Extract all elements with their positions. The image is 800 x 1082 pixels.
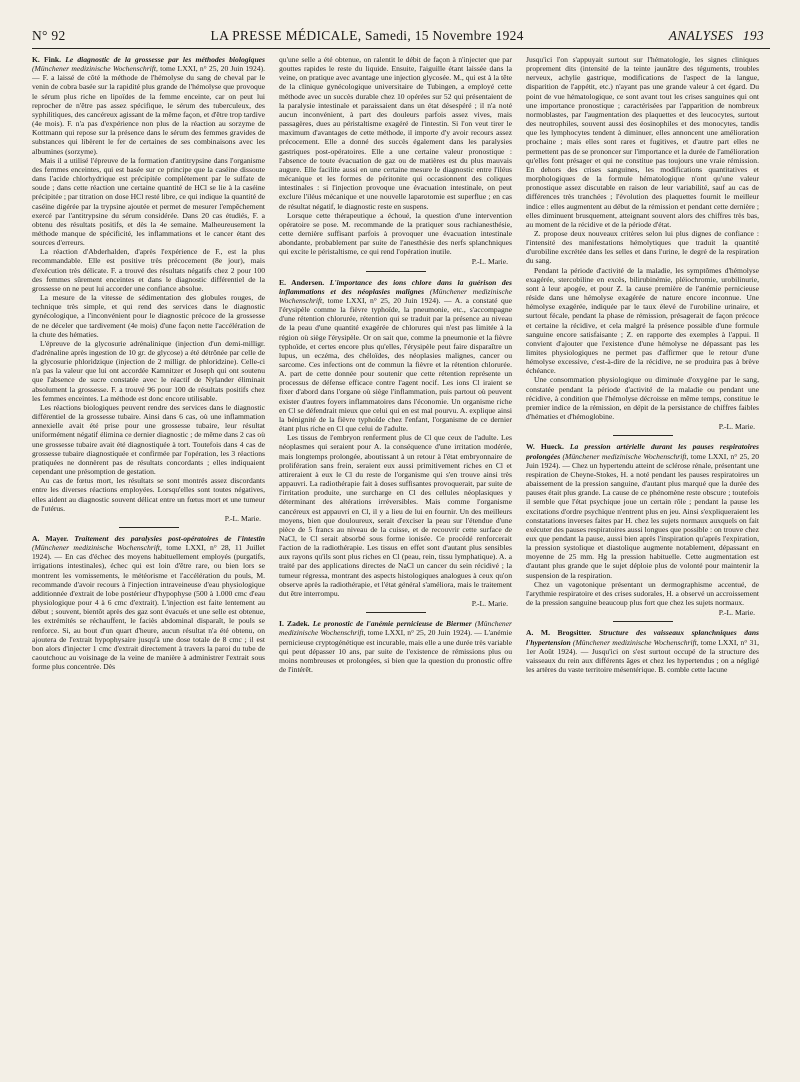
journal-title: LA PRESSE MÉDICALE, Samedi, 15 Novembre 1924 [210, 28, 524, 43]
article-title: Traitement des paralysies post-opératoires de l'intestin [74, 533, 265, 543]
page-number: 193 [742, 28, 764, 43]
article-body: tome LXXI, n° 25, 20 Juin 1924). — A. a constaté que l'érysipèle comme la fièvre typhoïde, la pneumonie, etc., s'accompagne d'une rétention chlorurée, rétention qui se traduit par la présence au niveau de la peau d'une quantité exagérée de chlorures qui n'est pas limitée à la région où siège l'érysipèle. Or on sait que, comme la pneumonie et la fièvre typhoïde, et certes encore plus qu'elles, l'érysipèle peut faire disparaître un lupus, un eczéma, des chéloïdes, des néoplasies malignes, cancer ou sarcome. Ces infections ont de commun la fièvre et la rétention chlorurée. A. part de cette donnée pour soutenir que cette rétention représente un processus de défense efficace contre l'agent nocif. Les ions Cl iraient se fixer d'abord dans l'organe où siège l'inflammation, puis partout où peuvent exister d'autres foyers inflammatoires dans l'économie. Un organisme riche en Cl se défendrait mieux que celui qui en est mal pourvu. A. explique ainsi la bénignité de la fièvre typhoïde chez l'enfant, l'organisme de ce dernier étant plus riche en Cl que celui de l'adulte. [279, 295, 512, 434]
article-author: A. Mayer. [32, 533, 69, 543]
article-reference: (Münchener medizinische Wochenschrift, [32, 543, 162, 553]
section-name: ANALYSES [668, 28, 734, 43]
article-paragraph [526, 442, 759, 579]
section-and-page [669, 28, 764, 44]
article-author: W. Hueck. [526, 442, 564, 452]
author-signature: P.-L. Marie. [224, 513, 261, 523]
body-paragraph: Au cas de fœtus mort, les résultats se sont montrés assez discordants entre les diverses réactions employées. Lorsqu'elles sont toutes négatives, elles aident au diagnostic souvent délicat entre un fœtus mort et une tumeur de l'utérus. [32, 476, 265, 513]
body-paragraph: Une consommation physiologique ou diminuée d'oxygène par le sang, constatée pendant la période d'activité de la maladie ou pendant une récidive, à condition que l'hémolyse décroisse en même temps, constitue le premier indice de la rémission, en dépit de la persistance de chiffres faibles d'hématies et d'hémoglobine. [526, 375, 759, 422]
body-paragraph: Lorsque cette thérapeutique a échoué, la question d'une intervention opératoire se pose. M. recommande de la pratiquer sous rachianesthésie, cette dernière suffisant parfois à provoquer une évacuation intestinale abondante, probablement par suite de l'anesthésie des nerfs splanchniques qui excite le péristaltisme, ce qui rend l'opération inutile. [279, 210, 512, 257]
body-paragraph: qu'une selle a été obtenue, on ralentit le débit de façon à n'injecter que par gouttes rapides le reste du liquide. Ensuite, l'aiguille étant laissée dans la veine, on pratique avec avantage une injection glycosée. M., qui est à la tête de la clinique gynécologique universitaire de Tubingen, a employé cette méthode avec un succès durable chez 10 opérées sur 52 qui présentaient de la paralysie intestinale et paraissaient dans un état désespéré ; il n'a noté aucun inconvénient, à part des douleurs parfois assez vives, mais passagères, dues au péristaltisme exagéré de l'intestin. Si l'on veut tirer le maximum d'avantages de cette méthode, il importe d'y avoir recours assez précocement. Elle a donné des succès également dans les paralysies gastriques post-opératoires. Elle a une certaine valeur pronostique : l'absence de toute évacuation de gaz ou de matières est du plus mauvais augure. Elle facilite aussi en une certaine mesure le diagnostic entre l'iléus mécanique et les formes de péritonite qui occasionnent des coliques intestinales : si l'injection provoque une évacuation intestinale, on peut exclure l'iléus mécanique et une nouvelle laparotomie est superflue ; en cas de résultat négatif, le diagnostic reste en suspens. [279, 55, 512, 211]
article-reference: (Münchener medizinische Wochenschrift, [279, 286, 512, 305]
running-head [32, 28, 770, 49]
section-divider [366, 271, 426, 272]
column-2 [279, 55, 512, 1075]
section-divider [613, 621, 673, 622]
article-reference: (Münchener medizinische Wochenschrift, [562, 451, 689, 461]
body-paragraph: Mais il a utilisé l'épreuve de la formation d'antitrypsine dans l'organisme des femmes enceintes, qui est basée sur ce principe que la caséine dissoute dans l'acide chlorhydrique est précipitée complètement par le sulfate de soude ; dans cette réaction une certaine quantité de HCl se lie à la caséine précipitée ; par titration on dose HCl resté libre, ce qui indique la quantité de caséine digérée par la trypsine ajoutée et permet de mesurer l'empêchement exercé par l'antitrypsine du sérum considérée. Dans 20 cas étudiés, F. a obtenu des résultats positifs, et dès la 4e semaine. Malheureusement la méthode manque de spécificité, les inflammations et le cancer étant des sources d'erreurs. [32, 155, 265, 248]
article-body: tome LXXI, n° 25, 20 Juin 1924). — L'anémie pernicieuse cryptogénétique est incurable, mais elle a une durée très variable qui peut dépasser 10 ans, par suite de l'existence de rémissions plus ou moins nombreuses et prolongées, si bien que la question du pronostic offre de l'intérêt. [279, 628, 512, 674]
body-paragraph: Chez un vagotonique présentant un dermographisme accentué, de l'arythmie respiratoire et des crises sudorales, H. a observé un accroissement de la pression sanguine beaucoup plus fort que chez les sujets normaux. [526, 579, 759, 608]
article-paragraph [32, 55, 265, 156]
issue-number: N° 92 [32, 28, 66, 43]
body-paragraph: Z. propose deux nouveaux critères selon lui plus dignes de confiance : l'intensité des manifestations hémolytiques que traduit la quantité d'urobiline excrétée dans les selles et dans l'urine, le degré de la respiration du sang. [526, 228, 759, 266]
author-signature: P.-L. Marie. [718, 608, 755, 618]
author-signature: P.-L. Marie. [471, 257, 508, 267]
body-paragraph: Les tissus de l'embryon renferment plus de Cl que ceux de l'adulte. Les néoplasmes qui seraient pour A. la conséquence d'une irritation modérée, mais longtemps prolongée, aboutissant à un retour à l'état embryonnaire de prolifération sans frein, seraient eux aussi primitivement riches en Cl et attireraient à eux le Cl du reste de l'organisme qui s'en trouve ainsi très appauvri. La radiothérapie fait à doses suffisantes provoquerait, par suite de l'irritation produite, une surcharge en Cl des cellules néoplasiques y déterminant des altérations irréversibles. Mais comme l'organisme cancéreux est appauvri en Cl, il y a lieu de lui en fournir. Un des meilleurs moyens, bien que douloureux, serait d'exciser la peau sur l'étendue d'une pièce de 5 francs au niveau de la cuisse, et de recouvrir cette surface de NaCl, le Cl serait absorbé sous forme ionisée. Ce procédé renforcerait l'action de la radiothérapie. Les tissus en effet sont d'autant plus sensibles aux rayons qu'ils sont plus riches en Cl (peau, rein, tissu lymphatique). A. a traité par des applications directes de NaCl un cancer du sein récidivé ; la tumeur régressa, montrant des aspects histologiques analogues à ceux qu'on observe après la radiothérapie, et l'état général s'améliora, mais le traitement dut être interrompu. [279, 433, 512, 598]
author-signature: P.-L. Marie. [718, 422, 755, 432]
article-paragraph [279, 619, 512, 674]
body-paragraph: Jusqu'ici l'on s'appuyait surtout sur l'hématologie, les signes cliniques proprement dits (intensité de la teinte jaunâtre des téguments, troubles nerveux, achylie gastrique, modifications de l'aspect de la langue, disparition de l'appétit, etc.) n'ayant pas une grande valeur à cet égard. Du point de vue hématologique, ce sont avant tout les crises sanguines qui ont une importance pronostique ; caractérisées par l'apparition de nombreux normoblastes, par l'augmentation des plaquettes et des leucocytes, surtout des neutrophiles, souvent aussi des éosinophiles et des monocytes, tandis que les lymphocytes tendent à diminuer, elles annoncent une amélioration prochaine ; mais elles sont rares et fugitives, et d'autre part elles ne permettent pas de se prononcer sur l'importance et la durée de l'amélioration qu'elles font présager et qui ne constitue pas toujours une vraie rémission. En dehors des crises sanguines, les modifications quantitatives et morphologiques de la formule hématologique n'ont qu'une valeur pronostique assez discutable en raison de leur variabilité, sauf au cas de différences très tranchées ; l'évolution des plaquettes fournit le meilleur indice : elles augmentent au début de la rémission et pendant cette dernière ; elles diminuent brusquement, atteignant souvent alors des chiffres très bas, au moment de la récidive et de la période d'état. [526, 55, 759, 229]
body-paragraph: La mesure de la vitesse de sédimentation des globules rouges, de technique très simple, et qui rend des services dans le diagnostic gynécologique, a l'inconvénient pour le diagnostic précoce de la grossesse de ne déceler que tardivement (4e mois) d'une façon nette l'accélération de la chute des hématies. [32, 293, 265, 339]
section-divider [613, 435, 673, 436]
article-paragraph [32, 534, 265, 671]
columns [32, 55, 770, 1075]
article-reference: (Münchener medizinische Wochenschrift, [32, 64, 158, 74]
article-paragraph [526, 628, 759, 674]
body-paragraph: Les réactions biologiques peuvent rendre des services dans le diagnostic différentiel de la grossesse tubaire. Ainsi dans 6 cas, où une inflammation annexielle avait été prise pour une grossesse tubaire, leur résultat uniformément négatif élimina ce dernier diagnostic ; de même dans 2 cas où une grossesse tubaire avait été diagnostiquée à tort. Toutefois dans 4 cas de grossesse tubaire diagnostiquée et confirmée par l'opération, les 3 réactions pratiquées ne donnèrent pas de résultats concordants ; elles indiquaient cependant une présomption de gestation. [32, 402, 265, 477]
article-reference: (Münchener medizinische Wochenschrift, [572, 637, 699, 647]
article-title: Le pronostic de l'anémie pernicieuse de Biermer [312, 619, 472, 629]
body-paragraph: L'épreuve de la glycosurie adrénalinique (injection d'un demi-milligr. d'adrénaline après ingestion de 10 gr. de glycose) a été détrônée par celle de la glycosurie phloridzique (injection de 2 milligr. de phloridzine). Celle-ci n'a pas la valeur que lui ont accordée Kamnitzer et Joseph qui ont soutenu que l'absence de sucre constatée avec le réactif de Nylander éliminait absolument la grossesse. F. a trouvé 96 pour 100 de résultats positifs chez les femmes enceintes. La méthode est donc encore utilisable. [32, 338, 265, 403]
article-title: Structure des vaisseaux splanchniques dans l'hypertension [526, 628, 759, 647]
article-reference: (Münchener medizinische Wochenschrift, [279, 619, 512, 638]
article-body: tome LXXI, n° 31, 1er Août 1924). — Jusqu'ici on s'est surtout occupé de la structure des vaisseaux du rein aux différents âges et chez les hypertendus ; on a négligé les artères du vaste territoire mésentérique. B. comble cette lacune [526, 637, 759, 674]
body-paragraph: La réaction d'Abderhalden, d'après l'expérience de F., est la plus recommandable. Elle est positive très précocement (8e jour), mais d'exécution très délicate. F. a trouvé des résultats négatifs chez 2 pour 100 des femmes sûrement enceintes et dans le diagnostic différentiel de la grossesse on ne peut lui accorder une confiance absolue. [32, 247, 265, 293]
article-body: tome LXXI, n° 25, 20 Juin 1924). — F. a laissé de côté la méthode de l'hémolyse du sang de cheval par le venin de cobra basée sur la rapidité plus grande de l'hémolyse que provoque le sérum plus riche en lipoïdes de la femme enceinte, car on peut lui reprocher de n'être pas assez spécifique, le sérum des tuberculeux, des syphilitiques, des cancéreux agissant de la même façon, et d'être trop tardive (4e mois). F. n'a pas d'expérience non plus de la réaction au sorzyme de Kottmann qui repose sur la présence dans le sérum des femmes gravides de substances qui libèrent le fer de certaines de ses combinaisons avec les albumines (sorzyme). [32, 64, 265, 156]
author-signature: P.-L. Marie. [471, 599, 508, 609]
section-divider [366, 612, 426, 613]
article-paragraph [279, 278, 512, 434]
article-title: L'importance des ions chlore dans la guérison des inflammations et des néoplasies malignes [279, 277, 512, 296]
body-paragraph: Pendant la période d'activité de la maladie, les symptômes d'hémolyse exagérée, stercobiline en excès, bilirubinémie, pléiochromie, urobilinurie, sont à leur apogée, et pour Z. la cause première de l'anémie pernicieuse réside dans une hémolyse exagérée de nature encore inconnue. Une hémolyse exagérée, indiquée par le taux élevé de l'urobiline urinaire, et surtout fécale, pendant la phase de rémission, présagerait de façon précoce et certaine la récidive, et cela malgré la présence possible d'une formule sanguine encore satisfaisante ; Z. en rapporte des exemples à l'appui. Il convient d'ajouter que l'existence d'une hémolyse ne dépassant pas les limites physiologiques ne permet pas d'affirmer que le retour d'une hémolyse excessive, c'est-à-dire de la récidive, ne se produira pas à brève échéance. [526, 265, 759, 376]
column-1 [32, 55, 265, 1075]
article-author: E. Andersen. [279, 277, 325, 287]
section-divider [119, 527, 179, 528]
article-title: Le diagnostic de la grossesse par les méthodes biologiques [65, 55, 265, 64]
article-author: A. M. Brogsitter. [526, 628, 592, 638]
article-title: La pression artérielle durant les pauses respiratoires prolongées [526, 442, 759, 461]
article-body: tome LXXI, n° 25, 20 Juin 1924). — Chez un hypertendu atteint de sclérose rénale, présentant une respiration de Cheyne-Stokes, H. a noté pendant les pauses respiratoires un abaissement de la pression sanguine, d'autant plus marqué que la durée des pauses était plus grande. La cause de ce phénomène reste obscure ; toutefois il semble que l'état psychique joue un certain rôle ; pendant la pause les excitations d'ordre psychique n'entrent plus en jeu. Ainsi s'expliqueraient les constatations inverses faites par H. chez les sujets normaux auxquels on fait exécuter des pauses respiratoires aussi longues que possible : on trouve chez eux que pendant la pause, aussi bien après l'inspiration qu'après l'expiration, la pression systolique et diastolique augmente notablement, dépassant en moyenne de 25 mm. Hg la pression habituelle. Cette augmentation est d'autant plus grande que le sujet déploie plus de volonté pour maintenir la suspension de la respiration. [526, 451, 759, 580]
column-3 [526, 55, 759, 1075]
article-body: tome LXXI, n° 28, 11 Juillet 1924). — En cas d'échec des moyens habituellement employés (purgatifs, irrigations intestinales), échec qui est loin d'être rare, ou bien lors se montrent les vomissements, le météorisme et l'accélération du pouls, M. recommande d'avoir recours à l'injection intraveineuse d'eau physiologique additionnée d'extrait de lobe postérieur d'hypophyse (500 à 1.000 cmc d'eau physiologique pour 4 à 6 cmc d'extrait). L'injection est faite lentement au début ; souvent, bientôt après des gaz sont évacués et une selle est obtenue, les extrémités se réchauffent, le faciès abdominal disparaît, le pouls se renforce. Si, au bout d'un quart d'heure, aucun résultat n'a été obtenu, on ajoutera de l'extrait hypophysaire jusqu'à une dose totale de 8 cmc ; il est bon alors d'injecter 1 cmc d'extrait directement à travers la paroi du tube de caoutchouc au voisinage de la veine de manière à administrer l'extrait sous forme plus concentrée. Dès [32, 543, 265, 672]
article-author: K. Fink. [32, 55, 62, 64]
article-author: I. Zadek. [279, 619, 310, 629]
